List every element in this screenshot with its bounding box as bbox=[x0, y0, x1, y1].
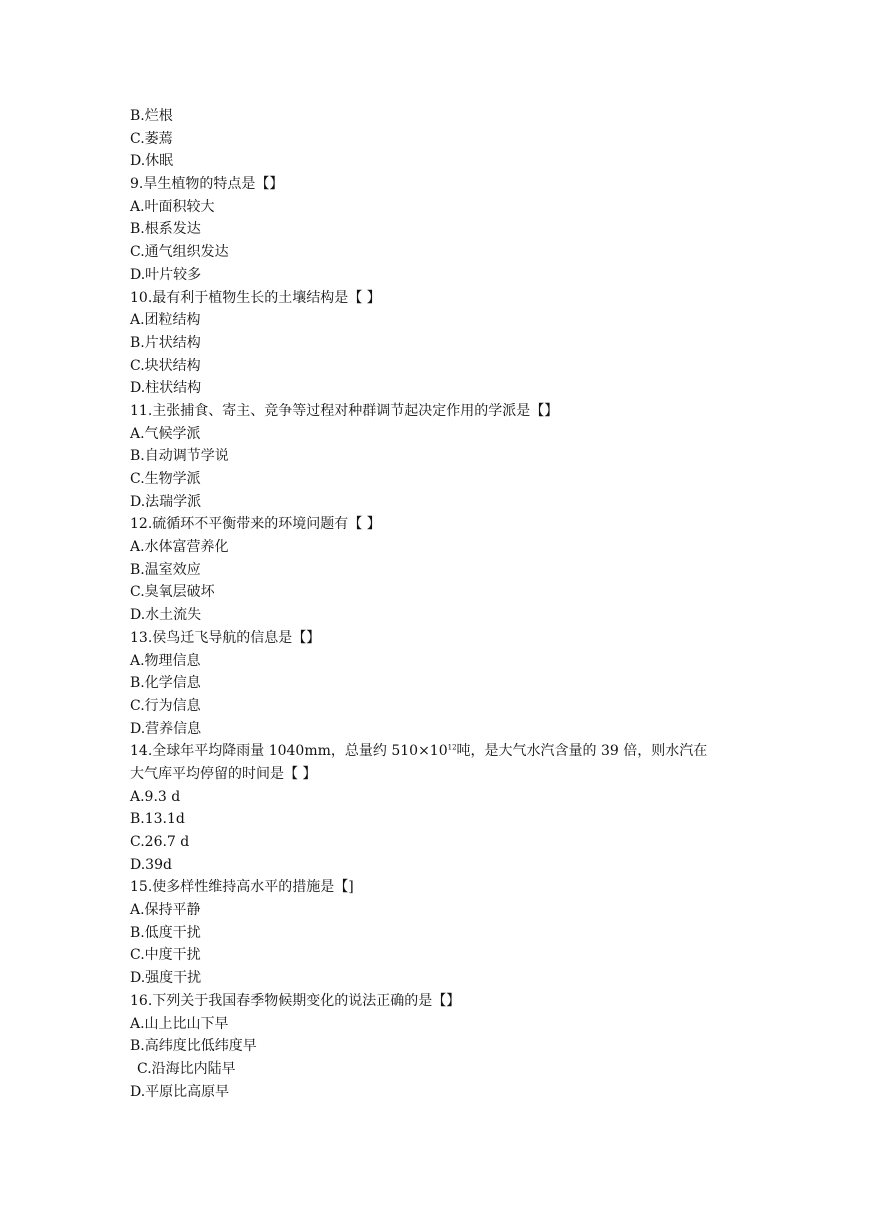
option-a: A.保持平静 bbox=[130, 902, 201, 919]
option-b: B.烂根 bbox=[130, 108, 173, 124]
option-b: B.13.1d bbox=[130, 811, 185, 828]
option-b: B.温室效应 bbox=[130, 561, 201, 578]
document-page bbox=[130, 105, 750, 1103]
option-b: B.根系发达 bbox=[130, 221, 201, 238]
option-a: A.9.3 d bbox=[130, 788, 181, 805]
option-d: D.柱状结构 bbox=[130, 380, 202, 397]
option-c: C.沿海比内陆早 bbox=[137, 1060, 236, 1077]
option-b: B.自动调节学说 bbox=[130, 448, 229, 465]
question-13: 13.侯鸟迁飞导航的信息是【】 bbox=[130, 629, 321, 646]
option-d: D.法瑞学派 bbox=[130, 493, 202, 510]
question-15: 15.使多样性维持高水平的措施是【] bbox=[130, 879, 354, 896]
question-9: 9.旱生植物的特点是【】 bbox=[130, 176, 284, 193]
option-d: D.水土流失 bbox=[130, 607, 202, 624]
question-14-text-a: 14.全球年平均降雨量 1040mm，总量约 510×10 bbox=[130, 743, 448, 760]
option-c: C.块状结构 bbox=[130, 357, 201, 374]
option-b: B.低度干扰 bbox=[130, 924, 201, 941]
option-c: C.中度干扰 bbox=[130, 947, 201, 964]
option-a: A.团粒结构 bbox=[130, 312, 201, 329]
option-c: C.通气组织发达 bbox=[130, 244, 229, 261]
option-c: C.臭氧层破坏 bbox=[130, 584, 215, 601]
question-10: 10.最有利于植物生长的土壤结构是【 】 bbox=[130, 289, 381, 306]
option-b: B.高纬度比低纬度早 bbox=[130, 1038, 257, 1055]
option-d: D.平原比高原早 bbox=[130, 1083, 230, 1100]
exponent: 12 bbox=[447, 743, 457, 752]
option-c: C.生物学派 bbox=[130, 471, 201, 487]
question-14-continuation: 大气库平均停留的时间是【 】 bbox=[130, 765, 317, 782]
question-11: 11.主张捕食、寄主、竞争等过程对种群调节起决定作用的学派是【】 bbox=[130, 402, 559, 419]
option-d: D.休眠 bbox=[130, 153, 174, 170]
option-c: C.行为信息 bbox=[130, 697, 201, 714]
option-a: A.叶面积较大 bbox=[130, 198, 215, 215]
option-d: D.强度干扰 bbox=[130, 970, 202, 987]
option-b: B.片状结构 bbox=[130, 334, 201, 351]
option-a: A.气候学派 bbox=[130, 425, 201, 442]
question-16: 16.下列关于我国春季物候期变化的说法正确的是【】 bbox=[130, 992, 461, 1009]
option-c: C.萎蔫 bbox=[130, 130, 173, 147]
question-14 bbox=[130, 740, 750, 763]
question-12: 12.硫循环不平衡带来的环境问题有【 】 bbox=[130, 516, 381, 533]
question-14-text-b: 吨，是大气水汽含量的 39 倍，则水汽在 bbox=[456, 743, 708, 760]
option-b: B.化学信息 bbox=[130, 675, 201, 692]
option-a: A.山上比山下早 bbox=[130, 1015, 229, 1032]
option-d: D.营养信息 bbox=[130, 720, 202, 737]
option-a: A.水体富营养化 bbox=[130, 539, 229, 556]
option-c: C.26.7 d bbox=[130, 834, 190, 850]
option-a: A.物理信息 bbox=[130, 652, 201, 669]
option-d: D.39d bbox=[130, 856, 172, 873]
option-d: D.叶片较多 bbox=[130, 266, 202, 283]
